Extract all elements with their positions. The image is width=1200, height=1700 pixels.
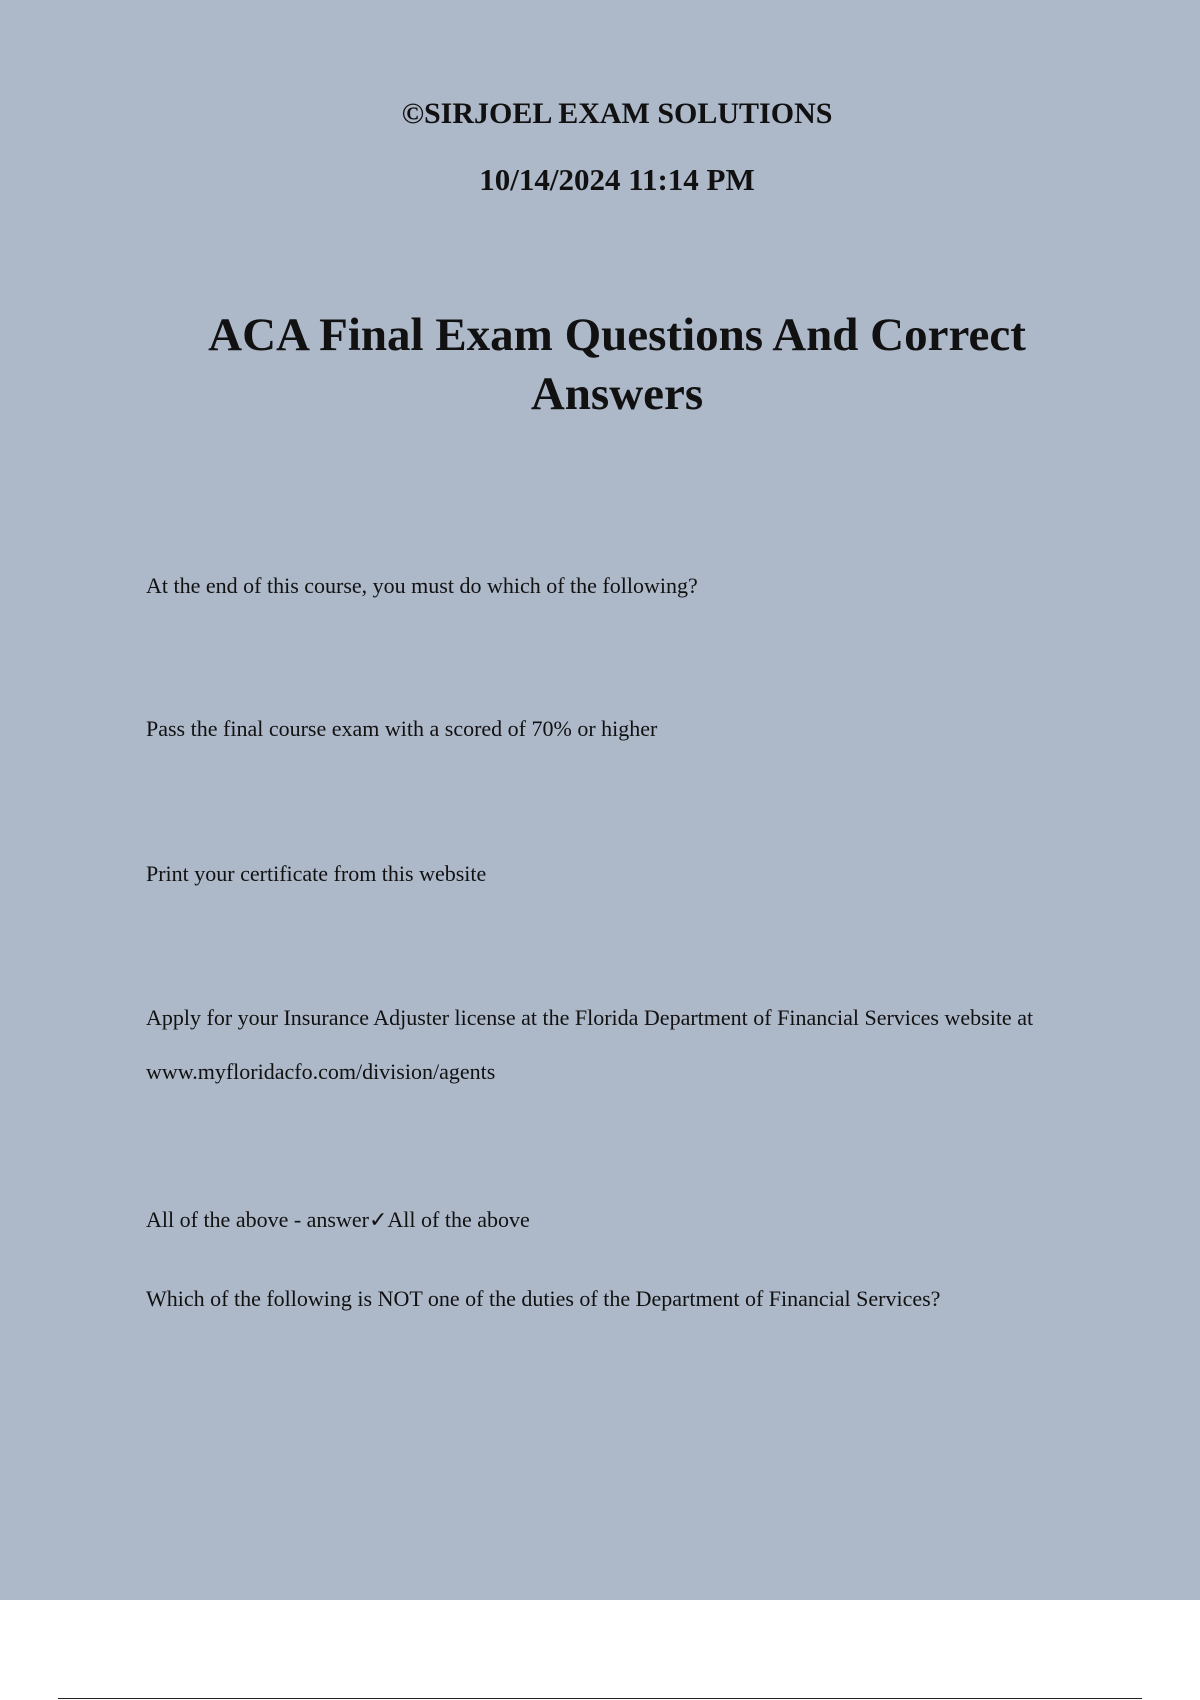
check-icon: ✓ — [368, 1208, 388, 1233]
document-title: ACA Final Exam Questions And Correct Answers — [208, 309, 1026, 420]
answer-option-1: Pass the final course exam with a scored of 70% or higher — [146, 716, 658, 741]
answer-option-3: Apply for your Insurance Adjuster license at the Florida Department of Financial Services website at www.myfloridacfo.com/division/agents — [146, 1005, 1034, 1084]
correct-answer-line — [146, 1193, 1096, 1248]
question-1: At the end of this course, you must do which of the following? — [146, 573, 698, 598]
header-organization: ©SIRJOEL EXAM SOLUTIONS — [401, 97, 833, 130]
header-datetime: 10/14/2024 11:14 PM — [479, 162, 755, 197]
question-2: Which of the following is NOT one of the duties of the Department of Financial Services? — [146, 1286, 941, 1311]
answer-text: All of the above — [387, 1207, 530, 1232]
footer-divider — [58, 1698, 1142, 1699]
answer-option-2: Print your certificate from this website — [146, 861, 487, 886]
answer-prefix: All of the above - answer — [146, 1207, 369, 1232]
